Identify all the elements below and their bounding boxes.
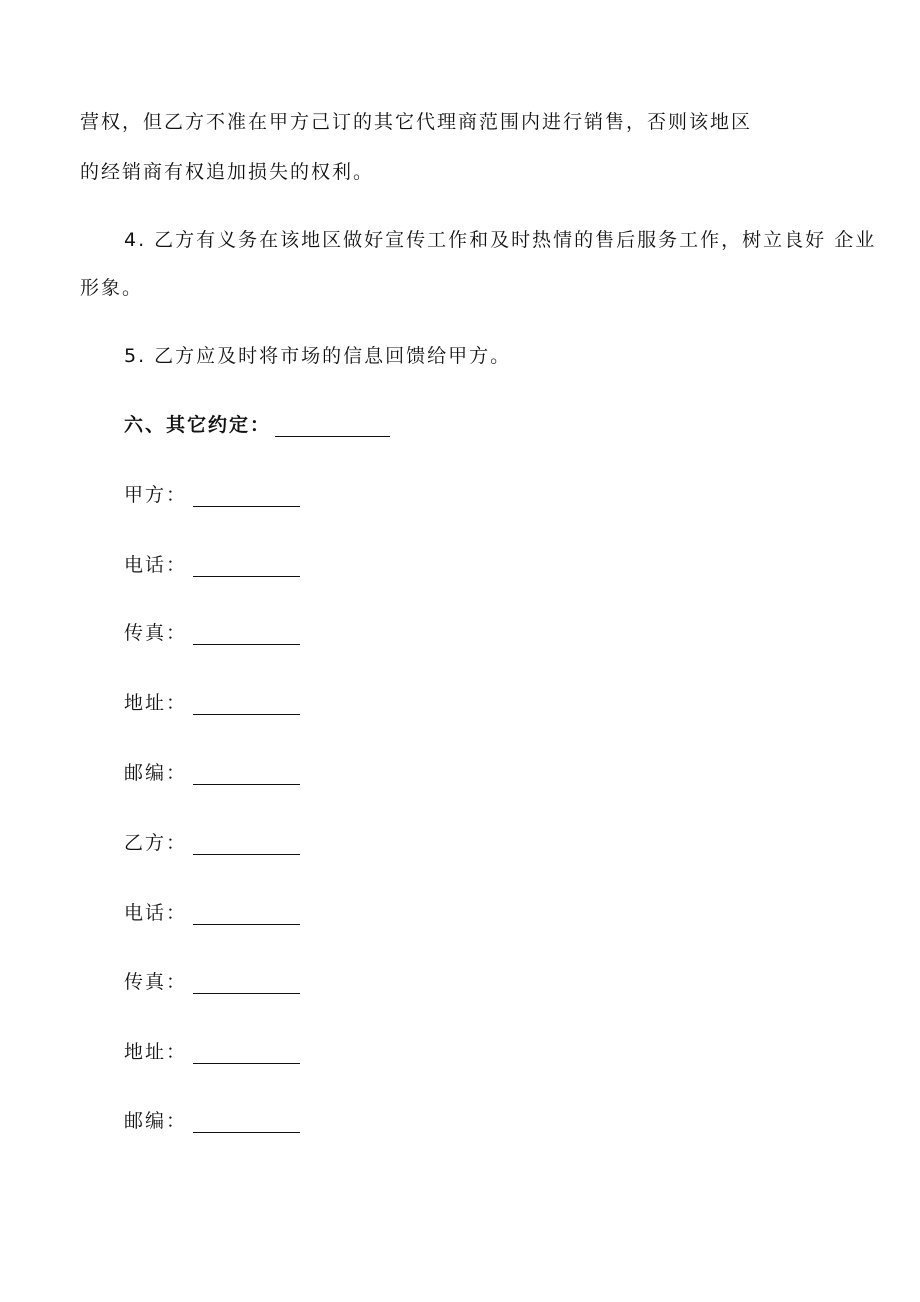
party-b-name-field [124,831,300,855]
party-a-name-field [124,483,300,507]
section-6-title: 六、其它约定： [124,414,272,436]
party-a-address-field [124,691,300,715]
party-b-phone-field [124,901,300,925]
field-label: 地址： [124,692,188,714]
party-b-name-blank[interactable] [193,834,300,855]
party-b-postcode-blank[interactable] [193,1112,300,1133]
other-terms-blank[interactable] [275,416,390,437]
field-label: 电话： [124,902,188,924]
party-a-fax-blank[interactable] [193,624,300,645]
party-b-postcode-field [124,1109,300,1133]
party-b-address-field [124,1040,300,1064]
party-a-address-blank[interactable] [193,694,300,715]
field-label: 邮编： [124,762,188,784]
field-label: 甲方： [124,484,188,506]
party-b-fax-field [124,970,300,994]
field-label: 地址： [124,1041,188,1063]
party-a-postcode-field [124,761,300,785]
section-6-heading [124,413,390,437]
party-a-name-blank[interactable] [193,486,300,507]
party-a-postcode-blank[interactable] [193,764,300,785]
party-b-phone-blank[interactable] [193,904,300,925]
clause-4-continued: 形象。 [80,277,144,299]
party-a-fax-field [124,621,300,645]
party-b-fax-blank[interactable] [193,973,300,994]
field-label: 传真： [124,971,188,993]
field-label: 乙方： [124,832,188,854]
party-a-phone-blank[interactable] [193,556,300,577]
paragraph-line: 的经销商有权追加损失的权利。 [80,161,375,183]
clause-5: 5. 乙方应及时将市场的信息回馈给甲方。 [124,345,512,367]
field-label: 电话： [124,554,188,576]
field-label: 传真： [124,622,188,644]
field-label: 邮编： [124,1110,188,1132]
clause-4: 4. 乙方有义务在该地区做好宣传工作和及时热情的售后服务工作，树立良好 企业 [124,229,877,251]
paragraph-line: 营权，但乙方不准在甲方己订的其它代理商范围内进行销售，否则该地区 [80,111,753,133]
party-b-address-blank[interactable] [193,1043,300,1064]
party-a-phone-field [124,553,300,577]
